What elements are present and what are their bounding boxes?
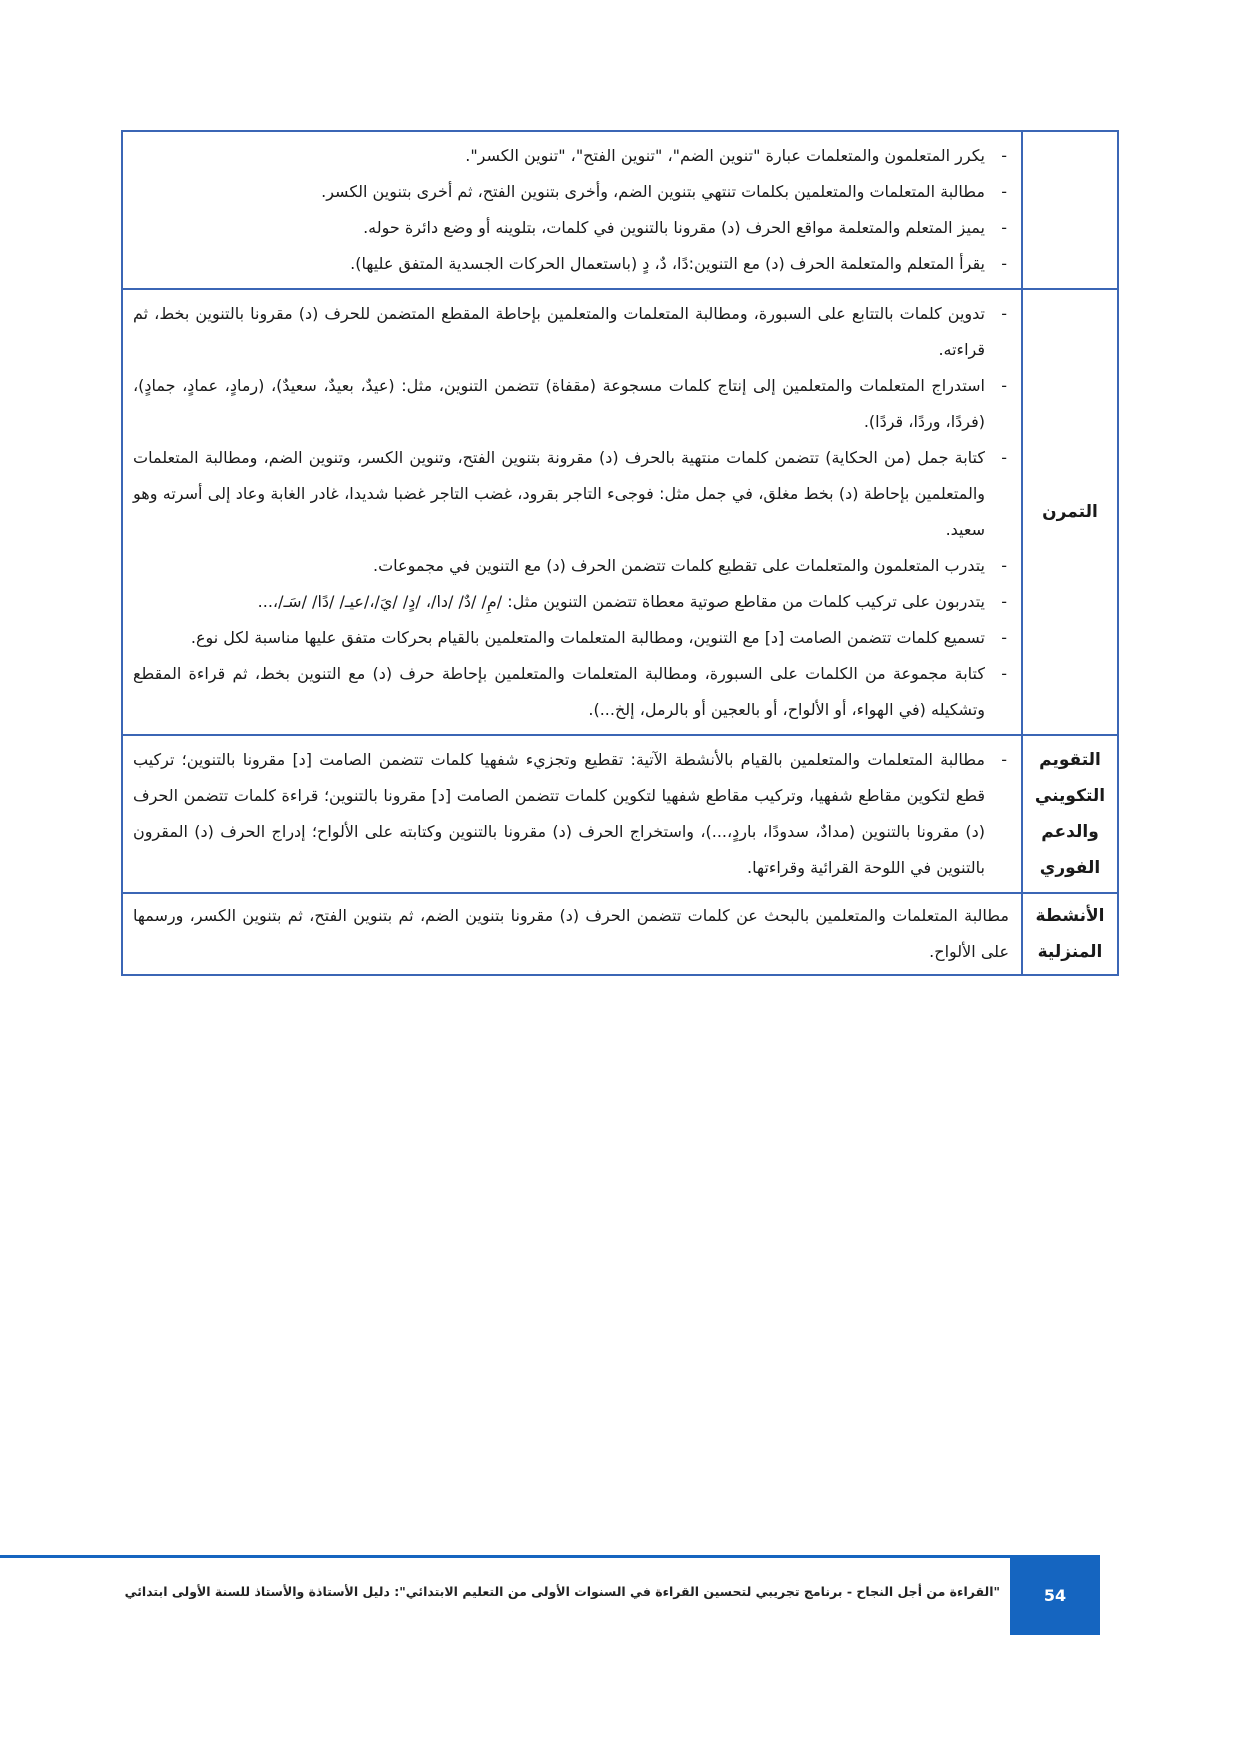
- lesson-table: [121, 130, 1119, 976]
- table-row: [122, 735, 1118, 893]
- list-item: - تسميع كلمات تتضمن الصامت [د] مع التنوين، ومطالبة المتعلمات والمتعلمين بالقيام بحركات متفق عليها مناسبة لكل نوع.: [133, 620, 1009, 656]
- list-item: - كتابة جمل (من الحكاية) تتضمن كلمات منتهية بالحرف (د) مقرونة بتنوين الفتح، وتنوين الكسر، وتنوين الضم، ومطالبة المتعلمات والمتعلمين بإحاطة (د) بخط مغلق، في جمل مثل: فوجىء التاجر بقرود، غضب التاجر غضبا شديدا، غادر الغابة وعاد إلى أسرته وهو سعيد.: [133, 440, 1009, 548]
- table-row: [122, 289, 1118, 735]
- list-item: - مطالبة المتعلمات والمتعلمين بالقيام بالأنشطة الآتية: تقطيع وتجزيء شفهيا كلمات تتضمن الصامت [د] مقرونا بالتنوين؛ تركيب قطع لتكوين مقاطع شفهيا، وتركيب مقاطع شفهيا لتكوين كلمات تتضمن الصامت [د] مقرونا بالتنوين؛ قراءة كلمات تتضمن الحرف (د) مقرونا بالتنوين (مدادٌ، سدودًا، باردٍ،...)، واستخراج الحرف (د) مقرونا بالتنوين وكتابته على الألواح؛ إدراج الحرف (د) المقرون بالتنوين في اللوحة القرائية وقراءتها.: [133, 742, 1009, 886]
- practice-label: التمرن: [1022, 289, 1118, 735]
- assessment-label: التقويم التكويني والدعم الفوري: [1022, 735, 1118, 893]
- intro-activities-cell: [122, 131, 1022, 289]
- list-item: - يميز المتعلم والمتعلمة مواقع الحرف (د) مقرونا بالتنوين في كلمات، بتلوينه أو وضع دائرة حوله.: [133, 210, 1009, 246]
- list-item: - كتابة مجموعة من الكلمات على السبورة، ومطالبة المتعلمات والمتعلمين بإحاطة حرف (د) مع التنوين بخط، ثم قراءة المقطع وتشكيله (في الهواء، أو الألواح، أو بالعجين أو بالرمل، إلخ...).: [133, 656, 1009, 728]
- homework-label: الأنشطة المنزلية: [1022, 893, 1118, 975]
- intro-activities-list: [133, 138, 1009, 282]
- footer-divider: [0, 1555, 1010, 1558]
- list-item: - يتدربون على تركيب كلمات من مقاطع صوتية معطاة تتضمن التنوين مثل: /مِ/ /دٌ/ /دا/، /دٍ/ /يَ/،/عيـ/ /دًا/ /سَـ/،...: [133, 584, 1009, 620]
- list-item: - يكرر المتعلمون والمتعلمات عبارة "تنوين الضم"، "تنوين الفتح"، "تنوين الكسر".: [133, 138, 1009, 174]
- table-row: [122, 893, 1118, 975]
- footer-title: "القراءة من أجل النجاح - برنامج تجريبي لتحسين القراءة في السنوات الأولى من التعليم الابتدائي": دليل الأستاذة والأستاذ للسنة الأولى ابتدائي: [124, 1584, 1000, 1599]
- list-item: - استدراج المتعلمات والمتعلمين إلى إنتاج كلمات مسجوعة (مقفاة) تتضمن التنوين، مثل: (عيدٌ، بعيدٌ، سعيدٌ)، (رمادٍ، عمادٍ، جمادٍ)، (فردًا، وردًا، قردًا).: [133, 368, 1009, 440]
- list-item: - يتدرب المتعلمون والمتعلمات على تقطيع كلمات تتضمن الحرف (د) مع التنوين في مجموعات.: [133, 548, 1009, 584]
- list-item: - يقرأ المتعلم والمتعلمة الحرف (د) مع التنوين:دًا، دٌ، دٍ (باستعمال الحركات الجسدية المتفق عليها).: [133, 246, 1009, 282]
- practice-cell: [122, 289, 1022, 735]
- list-item: - مطالبة المتعلمات والمتعلمين بكلمات تنتهي بتنوين الضم، وأخرى بتنوين الفتح، ثم أخرى بتنوين الكسر.: [133, 174, 1009, 210]
- practice-list: [133, 296, 1009, 728]
- list-item: - تدوين كلمات بالتتابع على السبورة، ومطالبة المتعلمات والمتعلمين بإحاطة المقطع المتضمن للحرف (د) مقرونا بالتنوين بخط، ثم قراءته.: [133, 296, 1009, 368]
- empty-label-cell: [1022, 131, 1118, 289]
- assessment-list: [133, 742, 1009, 886]
- table-row: [122, 131, 1118, 289]
- assessment-cell: [122, 735, 1022, 893]
- homework-text: مطالبة المتعلمات والمتعلمين بالبحث عن كلمات تتضمن الحرف (د) مقرونا بتنوين الضم، ثم بتنوين الفتح، ثم بتنوين الكسر، ورسمها على الألواح.: [122, 893, 1022, 975]
- page-number: 54: [1010, 1555, 1100, 1635]
